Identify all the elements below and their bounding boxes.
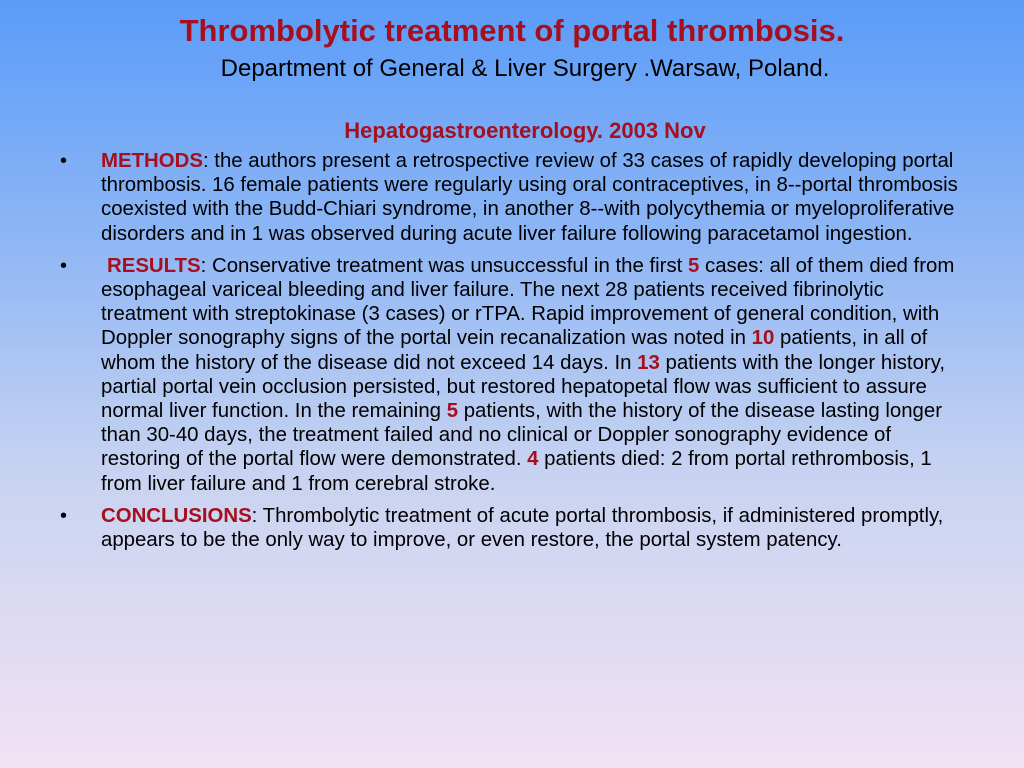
results-text-5: patients, with the history of the disease lasting longer than 30-40 days, the treatment failed and no clinical or Doppler sonography evidence of restoring of the portal flow were demonstrated.	[101, 400, 943, 471]
results-number-4: 5	[446, 400, 459, 423]
journal-citation: Hepatogastroenterology. 2003 Nov	[344, 118, 706, 143]
bullet-list	[60, 149, 960, 560]
results-text-3: patients, in all of whom the history of the disease did not exceed 14 days. In	[101, 327, 928, 374]
results-number-2: 10	[751, 327, 775, 350]
methods-label: METHODS	[101, 150, 203, 172]
bullet-icon: •	[60, 254, 68, 277]
conclusions-text: : Thrombolytic treatment of acute portal thrombosis, if administered promptly, appears to be the only way to improve, or even restore, the portal system patency.	[101, 504, 944, 552]
bullet-results	[60, 254, 960, 496]
results-text-6: patients died: 2 from portal rethrombosis, 1 from liver failure and 1 from cerebral stroke.	[101, 448, 932, 495]
bullet-icon: •	[60, 150, 68, 172]
results-label: RESULTS	[107, 254, 201, 277]
results-number-5: 4	[527, 448, 539, 471]
results-text-1: : Conservative treatment was unsuccessful in the first	[200, 254, 688, 277]
slide-title: Thrombolytic treatment of portal thrombosis.	[179, 13, 845, 48]
slide-subtitle: Department of General & Liver Surgery .Warsaw, Poland.	[220, 55, 830, 82]
results-number-1: 5	[687, 254, 700, 277]
bullet-icon: •	[60, 504, 68, 527]
methods-text: : the authors present a retrospective review of 33 cases of rapidly developing portal thrombosis. 16 female patients were regularly using oral contraceptives, in 8--portal thrombosis coexisted with the Budd-Chiari syndrome, in another 8--with polycythemia or myeloproliferative disorders and in 1 was observed during acute liver failure following paracetamol ingestion.	[101, 150, 958, 245]
results-text-2: cases: all of them died from esophageal variceal bleeding and liver failure. The next 28 patients received fibrinolytic treatment with streptokinase (3 cases) or rTPA. Rapid improvement of general condition, with Doppler sonography signs of the portal vein recanalization was noted in	[101, 254, 955, 350]
results-number-3: 13	[637, 351, 660, 374]
bullet-methods	[60, 149, 960, 246]
results-text-4: patients with the longer history, partial portal vein occlusion persisted, but restored hepatopetal flow was sufficient to assure normal liver function. In the remaining	[101, 351, 946, 423]
conclusions-label: CONCLUSIONS	[101, 504, 252, 527]
bullet-conclusions	[60, 504, 960, 552]
